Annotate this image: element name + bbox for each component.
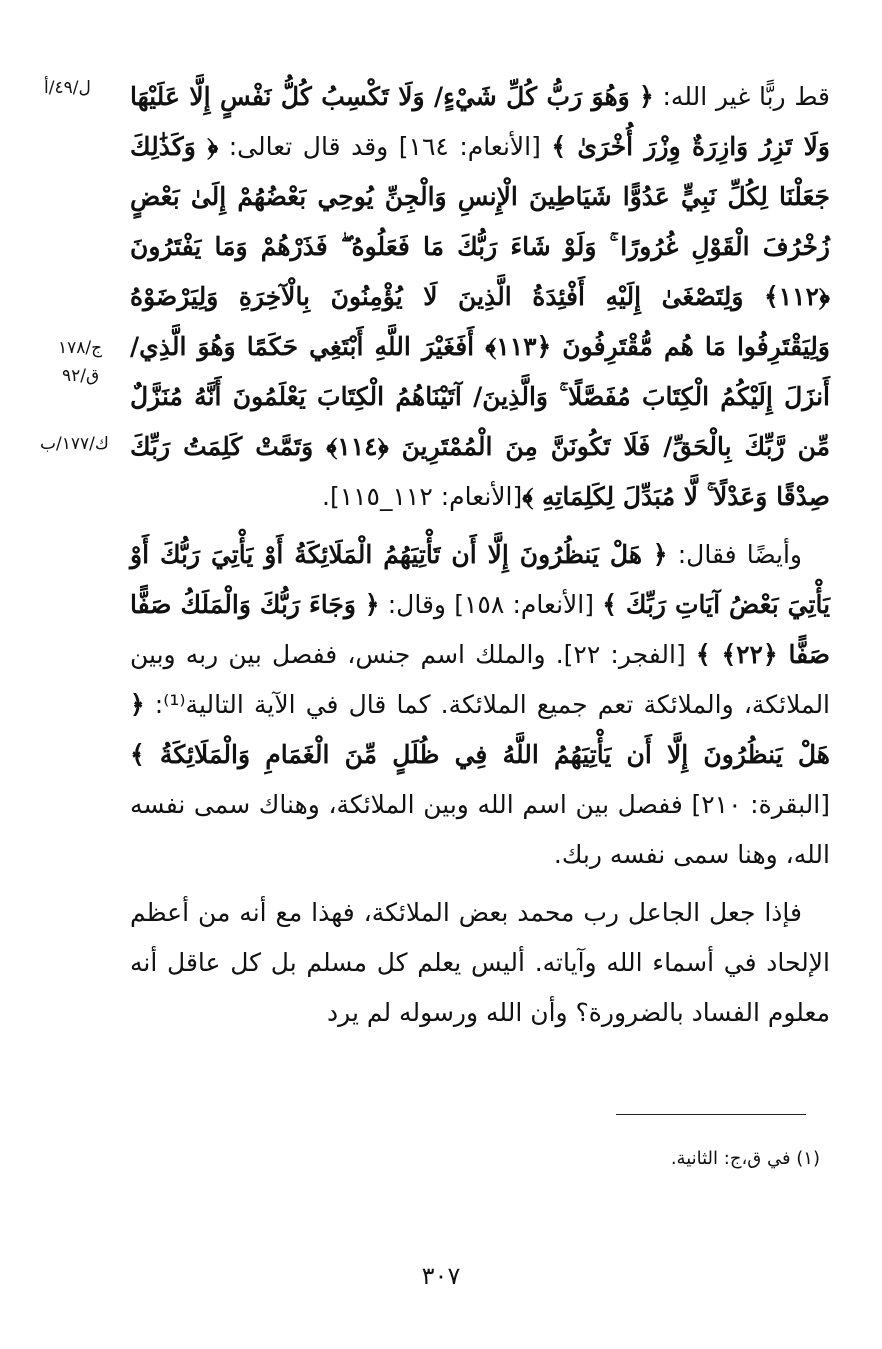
text-run: قط ربًّا غير الله: xyxy=(653,82,831,111)
margin-note: ق/٩٢ xyxy=(62,366,100,386)
margin-note: ل/٤٩/أ xyxy=(44,78,91,98)
quran-quote: ﴿ هَلْ يَنظُرُونَ إِلَّا أَن تَأْتِيَهُمُ الْمَلَائِكَةُ أَوْ يَأْتِيَ رَبُّكَ أَوْ يَأْتِيَ بَعْضُ آيَاتِ رَبِّكَ ﴾ xyxy=(130,540,831,619)
paragraph-2 xyxy=(130,530,830,880)
paragraph-3 xyxy=(130,888,830,1038)
footnote: (١) في ق،ج: الثانية. xyxy=(670,1148,820,1169)
quran-quote: ﴿ وَكَذَٰلِكَ جَعَلْنَا لِكُلِّ نَبِيٍّ عَدُوًّا شَيَاطِينَ الْإِنسِ وَالْجِنِّ يُوحِي بَعْضُهُمْ إِلَىٰ بَعْضٍ زُخْرُفَ الْقَوْلِ غُرُورًا ۚ وَلَوْ شَاءَ رَبُّكَ مَا فَعَلُوهُ ۖ فَذَرْهُمْ وَمَا يَفْتَرُونَ ﴿١١٢﴾ وَلِتَصْغَىٰ إِلَيْهِ أَفْئِدَةُ الَّذِينَ لَا يُؤْمِنُونَ بِالْآخِرَةِ وَلِيَرْضَوْهُ وَلِيَقْتَرِفُوا مَا هُم مُّقْتَرِفُونَ ﴿١١٣﴾ أَفَغَيْرَ اللَّهِ أَبْتَغِي حَكَمًا وَهُوَ الَّذِي/ أَنزَلَ إِلَيْكُمُ الْكِتَابَ مُفَصَّلًا ۚ وَالَّذِينَ/ آتَيْنَاهُمُ الْكِتَابَ يَعْلَمُونَ أَنَّهُ مُنَزَّلٌ مِّن رَّبِّكَ بِالْحَقِّ/ فَلَا تَكُونَنَّ مِنَ الْمُمْتَرِينَ ﴿١١٤﴾ وَتَمَّتْ كَلِمَتُ رَبِّكَ صِدْقًا وَعَدْلًا ۚ لَّا مُبَدِّلَ لِكَلِمَاتِهِ ﴾ xyxy=(130,132,830,511)
page-number: ٣٠٧ xyxy=(421,1262,461,1290)
text-run: [الفجر: ٢٢]. والملك اسم جنس، ففصل بين ربه وبين الملائكة، والملائكة تعم جميع الملائكة. كما قال في الآية التالية⁽¹⁾: xyxy=(130,640,831,719)
quran-quote: ﴿ وَجَاءَ رَبُّكَ وَالْمَلَكُ صَفًّا صَفًّا ﴿٢٢﴾ ﴾ xyxy=(130,590,830,669)
margin-note: ك/١٧٧/ب xyxy=(40,434,109,454)
quran-quote: ﴿ هَلْ يَنظُرُونَ إِلَّا أَن يَأْتِيَهُمُ اللَّهُ فِي ظُلَلٍ مِّنَ الْغَمَامِ وَالْمَلَائِكَةُ ﴾ xyxy=(130,690,830,769)
quran-quote: ﴿ وَهُوَ رَبُّ كُلِّ شَيْءٍ/ وَلَا تَكْسِبُ كُلُّ نَفْسٍ إِلَّا عَلَيْهَا وَلَا تَزِرُ وَازِرَةٌ وِزْرَ أُخْرَىٰ ﴾ xyxy=(130,82,830,161)
paragraph-1 xyxy=(130,72,830,522)
text-run: [البقرة: ٢١٠] ففصل بين اسم الله وبين الملائكة، وهناك سمى نفسه الله، وهنا سمى نفسه ربك. xyxy=(130,790,830,869)
main-text xyxy=(130,72,830,1046)
text-run: [الأنعام: ١٦٤] وقد قال تعالى: xyxy=(218,132,552,161)
text-run: فإذا جعل الجاعل رب محمد بعض الملائكة، فهذا مع أنه من أعظم الإلحاد في أسماء الله وآياته. أليس يعلم كل مسلم بل كل عاقل أنه معلوم الفساد بالضرورة؟ وأن الله ورسوله لم يرد xyxy=(130,898,830,1027)
margin-note: ج/١٧٨ xyxy=(58,338,103,358)
text-run: وأيضًا فقال: xyxy=(667,540,802,569)
text-run: [الأنعام: ١١٢_١١٥]. xyxy=(322,482,523,511)
text-run: [الأنعام: ١٥٨] وقال: xyxy=(379,590,603,619)
footnote-divider xyxy=(616,1114,806,1115)
